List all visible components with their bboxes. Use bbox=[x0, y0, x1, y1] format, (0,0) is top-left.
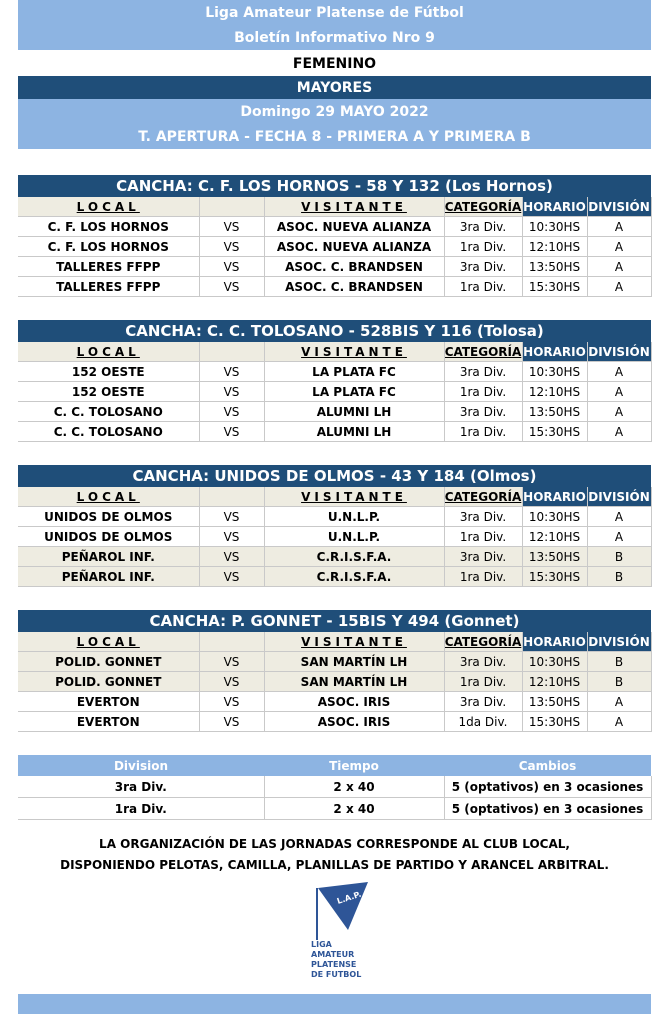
match-vs: VS bbox=[199, 692, 264, 712]
match-horario: 15:30HS bbox=[522, 422, 587, 442]
match-horario: 12:10HS bbox=[522, 527, 587, 547]
rules-cell: 5 (optativos) en 3 ocasiones bbox=[444, 798, 651, 820]
logo-flag-text: L.A.P. bbox=[335, 889, 363, 906]
match-vs: VS bbox=[199, 547, 264, 567]
match-local: POLID. GONNET bbox=[18, 672, 199, 692]
match-division: A bbox=[587, 382, 651, 402]
match-local: 152 OESTE bbox=[18, 382, 199, 402]
match-division: A bbox=[587, 257, 651, 277]
match-categoria: 3ra Div. bbox=[444, 507, 522, 527]
match-categoria: 1ra Div. bbox=[444, 672, 522, 692]
match-vs: VS bbox=[199, 422, 264, 442]
match-categoria: 3ra Div. bbox=[444, 692, 522, 712]
match-row bbox=[18, 547, 651, 567]
match-visitante: ALUMNI LH bbox=[264, 402, 444, 422]
match-categoria: 3ra Div. bbox=[444, 402, 522, 422]
col-header-horario: HORARIO bbox=[522, 487, 587, 507]
footer-bar bbox=[18, 994, 651, 1014]
match-visitante: U.N.L.P. bbox=[264, 507, 444, 527]
match-vs: VS bbox=[199, 402, 264, 422]
match-division: A bbox=[587, 507, 651, 527]
match-categoria: 3ra Div. bbox=[444, 217, 522, 237]
rules-header-cambios: Cambios bbox=[444, 755, 651, 776]
match-visitante: ASOC. C. BRANDSEN bbox=[264, 277, 444, 297]
col-header-visitante: VISITANTE bbox=[264, 342, 444, 362]
match-visitante: SAN MARTÍN LH bbox=[264, 672, 444, 692]
match-row bbox=[18, 507, 651, 527]
logo-line: AMATEUR bbox=[311, 950, 355, 959]
col-header-division: DIVISIÓN bbox=[587, 342, 651, 362]
match-division: A bbox=[587, 277, 651, 297]
match-vs: VS bbox=[199, 362, 264, 382]
match-local: EVERTON bbox=[18, 712, 199, 732]
match-horario: 10:30HS bbox=[522, 217, 587, 237]
match-row bbox=[18, 652, 651, 672]
match-visitante: C.R.I.S.F.A. bbox=[264, 547, 444, 567]
rules-row bbox=[18, 776, 651, 798]
match-local: C. C. TOLOSANO bbox=[18, 402, 199, 422]
match-categoria: 1ra Div. bbox=[444, 422, 522, 442]
match-row bbox=[18, 277, 651, 297]
match-division: B bbox=[587, 672, 651, 692]
match-categoria: 1da Div. bbox=[444, 712, 522, 732]
fixture-table bbox=[18, 632, 652, 732]
match-local: UNIDOS DE OLMOS bbox=[18, 527, 199, 547]
match-vs: VS bbox=[199, 527, 264, 547]
match-categoria: 3ra Div. bbox=[444, 547, 522, 567]
col-header-vs bbox=[199, 487, 264, 507]
match-horario: 13:50HS bbox=[522, 692, 587, 712]
division-label: MAYORES bbox=[18, 76, 651, 99]
match-visitante: ASOC. NUEVA ALIANZA bbox=[264, 237, 444, 257]
match-row bbox=[18, 422, 651, 442]
venue-title: CANCHA: UNIDOS DE OLMOS - 43 Y 184 (Olmos) bbox=[18, 465, 651, 487]
venue-block bbox=[18, 465, 651, 587]
col-header-vs bbox=[199, 632, 264, 652]
match-vs: VS bbox=[199, 507, 264, 527]
match-vs: VS bbox=[199, 712, 264, 732]
venue-block bbox=[18, 175, 651, 297]
rules-cell: 5 (optativos) en 3 ocasiones bbox=[444, 776, 651, 798]
col-header-local: LOCAL bbox=[18, 632, 199, 652]
match-vs: VS bbox=[199, 567, 264, 587]
match-categoria: 1ra Div. bbox=[444, 527, 522, 547]
match-division: A bbox=[587, 527, 651, 547]
match-vs: VS bbox=[199, 257, 264, 277]
match-horario: 12:10HS bbox=[522, 672, 587, 692]
match-visitante: ALUMNI LH bbox=[264, 422, 444, 442]
match-visitante: U.N.L.P. bbox=[264, 527, 444, 547]
match-vs: VS bbox=[199, 672, 264, 692]
match-division: B bbox=[587, 567, 651, 587]
fixture-table bbox=[18, 487, 652, 587]
category-label: FEMENINO bbox=[18, 52, 651, 75]
match-visitante: SAN MARTÍN LH bbox=[264, 652, 444, 672]
col-header-vs bbox=[199, 197, 264, 217]
logo-line: DE FUTBOL bbox=[311, 970, 362, 979]
rules-cell: 2 x 40 bbox=[264, 798, 444, 820]
match-local: C. F. LOS HORNOS bbox=[18, 237, 199, 257]
match-categoria: 1ra Div. bbox=[444, 567, 522, 587]
col-header-local: LOCAL bbox=[18, 342, 199, 362]
match-row bbox=[18, 237, 651, 257]
match-visitante: LA PLATA FC bbox=[264, 362, 444, 382]
match-horario: 10:30HS bbox=[522, 507, 587, 527]
col-header-categoria: CATEGORÍA bbox=[444, 632, 522, 652]
match-division: A bbox=[587, 712, 651, 732]
match-local: C. F. LOS HORNOS bbox=[18, 217, 199, 237]
match-division: A bbox=[587, 422, 651, 442]
rules-cell: 2 x 40 bbox=[264, 776, 444, 798]
match-visitante: ASOC. IRIS bbox=[264, 712, 444, 732]
col-header-horario: HORARIO bbox=[522, 632, 587, 652]
venue-block bbox=[18, 320, 651, 442]
logo-line: PLATENSE bbox=[311, 960, 357, 969]
match-horario: 10:30HS bbox=[522, 362, 587, 382]
match-horario: 12:10HS bbox=[522, 382, 587, 402]
match-categoria: 1ra Div. bbox=[444, 237, 522, 257]
note-line-2: DISPONIENDO PELOTAS, CAMILLA, PLANILLAS DE PARTIDO Y ARANCEL ARBITRAL. bbox=[60, 858, 609, 872]
venue-title: CANCHA: C. C. TOLOSANO - 528BIS Y 116 (Tolosa) bbox=[18, 320, 651, 342]
organization-note bbox=[18, 834, 651, 876]
match-row bbox=[18, 402, 651, 422]
match-date: Domingo 29 MAYO 2022 bbox=[18, 99, 651, 124]
col-header-local: LOCAL bbox=[18, 487, 199, 507]
match-division: A bbox=[587, 362, 651, 382]
col-header-visitante: VISITANTE bbox=[264, 632, 444, 652]
bulletin-number: Boletín Informativo Nro 9 bbox=[18, 25, 651, 50]
match-visitante: C.R.I.S.F.A. bbox=[264, 567, 444, 587]
rules-cell: 1ra Div. bbox=[18, 798, 264, 820]
venue-title: CANCHA: P. GONNET - 15BIS Y 494 (Gonnet) bbox=[18, 610, 651, 632]
match-vs: VS bbox=[199, 652, 264, 672]
match-horario: 12:10HS bbox=[522, 237, 587, 257]
match-division: A bbox=[587, 217, 651, 237]
col-header-visitante: VISITANTE bbox=[264, 487, 444, 507]
logo-line: LIGA bbox=[311, 940, 332, 949]
match-visitante: LA PLATA FC bbox=[264, 382, 444, 402]
col-header-categoria: CATEGORÍA bbox=[444, 342, 522, 362]
match-local: C. C. TOLOSANO bbox=[18, 422, 199, 442]
match-row bbox=[18, 382, 651, 402]
rules-cell: 3ra Div. bbox=[18, 776, 264, 798]
match-vs: VS bbox=[199, 277, 264, 297]
match-local: EVERTON bbox=[18, 692, 199, 712]
match-horario: 13:50HS bbox=[522, 257, 587, 277]
col-header-division: DIVISIÓN bbox=[587, 632, 651, 652]
match-local: POLID. GONNET bbox=[18, 652, 199, 672]
match-categoria: 3ra Div. bbox=[444, 362, 522, 382]
match-local: PEÑAROL INF. bbox=[18, 547, 199, 567]
logo-caption bbox=[311, 940, 361, 980]
tournament-label: T. APERTURA - FECHA 8 - PRIMERA A Y PRIMERA B bbox=[18, 124, 651, 149]
match-local: TALLERES FFPP bbox=[18, 257, 199, 277]
match-local: UNIDOS DE OLMOS bbox=[18, 507, 199, 527]
match-local: PEÑAROL INF. bbox=[18, 567, 199, 587]
match-horario: 15:30HS bbox=[522, 712, 587, 732]
match-row bbox=[18, 217, 651, 237]
match-local: 152 OESTE bbox=[18, 362, 199, 382]
col-header-vs bbox=[199, 342, 264, 362]
match-visitante: ASOC. C. BRANDSEN bbox=[264, 257, 444, 277]
match-vs: VS bbox=[199, 237, 264, 257]
match-horario: 15:30HS bbox=[522, 277, 587, 297]
rules-header-division: Division bbox=[18, 755, 264, 776]
col-header-visitante: VISITANTE bbox=[264, 197, 444, 217]
match-horario: 15:30HS bbox=[522, 567, 587, 587]
rules-table bbox=[18, 755, 651, 820]
col-header-local: LOCAL bbox=[18, 197, 199, 217]
match-division: B bbox=[587, 652, 651, 672]
match-vs: VS bbox=[199, 382, 264, 402]
match-division: B bbox=[587, 547, 651, 567]
fixture-table bbox=[18, 197, 652, 297]
match-local: TALLERES FFPP bbox=[18, 277, 199, 297]
match-row bbox=[18, 712, 651, 732]
col-header-horario: HORARIO bbox=[522, 342, 587, 362]
note-line-1: LA ORGANIZACIÓN DE LAS JORNADAS CORRESPONDE AL CLUB LOCAL, bbox=[99, 837, 570, 851]
match-categoria: 1ra Div. bbox=[444, 382, 522, 402]
match-horario: 10:30HS bbox=[522, 652, 587, 672]
col-header-categoria: CATEGORÍA bbox=[444, 487, 522, 507]
col-header-division: DIVISIÓN bbox=[587, 197, 651, 217]
fixture-table bbox=[18, 342, 652, 442]
col-header-categoria: CATEGORÍA bbox=[444, 197, 522, 217]
venue-title: CANCHA: C. F. LOS HORNOS - 58 Y 132 (Los Hornos) bbox=[18, 175, 651, 197]
match-categoria: 1ra Div. bbox=[444, 277, 522, 297]
col-header-division: DIVISIÓN bbox=[587, 487, 651, 507]
match-row bbox=[18, 567, 651, 587]
match-categoria: 3ra Div. bbox=[444, 257, 522, 277]
col-header-horario: HORARIO bbox=[522, 197, 587, 217]
match-visitante: ASOC. NUEVA ALIANZA bbox=[264, 217, 444, 237]
rules-row bbox=[18, 798, 651, 820]
match-division: A bbox=[587, 692, 651, 712]
match-vs: VS bbox=[199, 217, 264, 237]
match-row bbox=[18, 257, 651, 277]
match-division: A bbox=[587, 237, 651, 257]
venue-block bbox=[18, 610, 651, 732]
match-row bbox=[18, 362, 651, 382]
match-division: A bbox=[587, 402, 651, 422]
match-row bbox=[18, 692, 651, 712]
match-categoria: 3ra Div. bbox=[444, 652, 522, 672]
match-horario: 13:50HS bbox=[522, 547, 587, 567]
league-title: Liga Amateur Platense de Fútbol bbox=[18, 0, 651, 25]
match-horario: 13:50HS bbox=[522, 402, 587, 422]
match-visitante: ASOC. IRIS bbox=[264, 692, 444, 712]
match-row bbox=[18, 527, 651, 547]
match-row bbox=[18, 672, 651, 692]
rules-header-tiempo: Tiempo bbox=[264, 755, 444, 776]
